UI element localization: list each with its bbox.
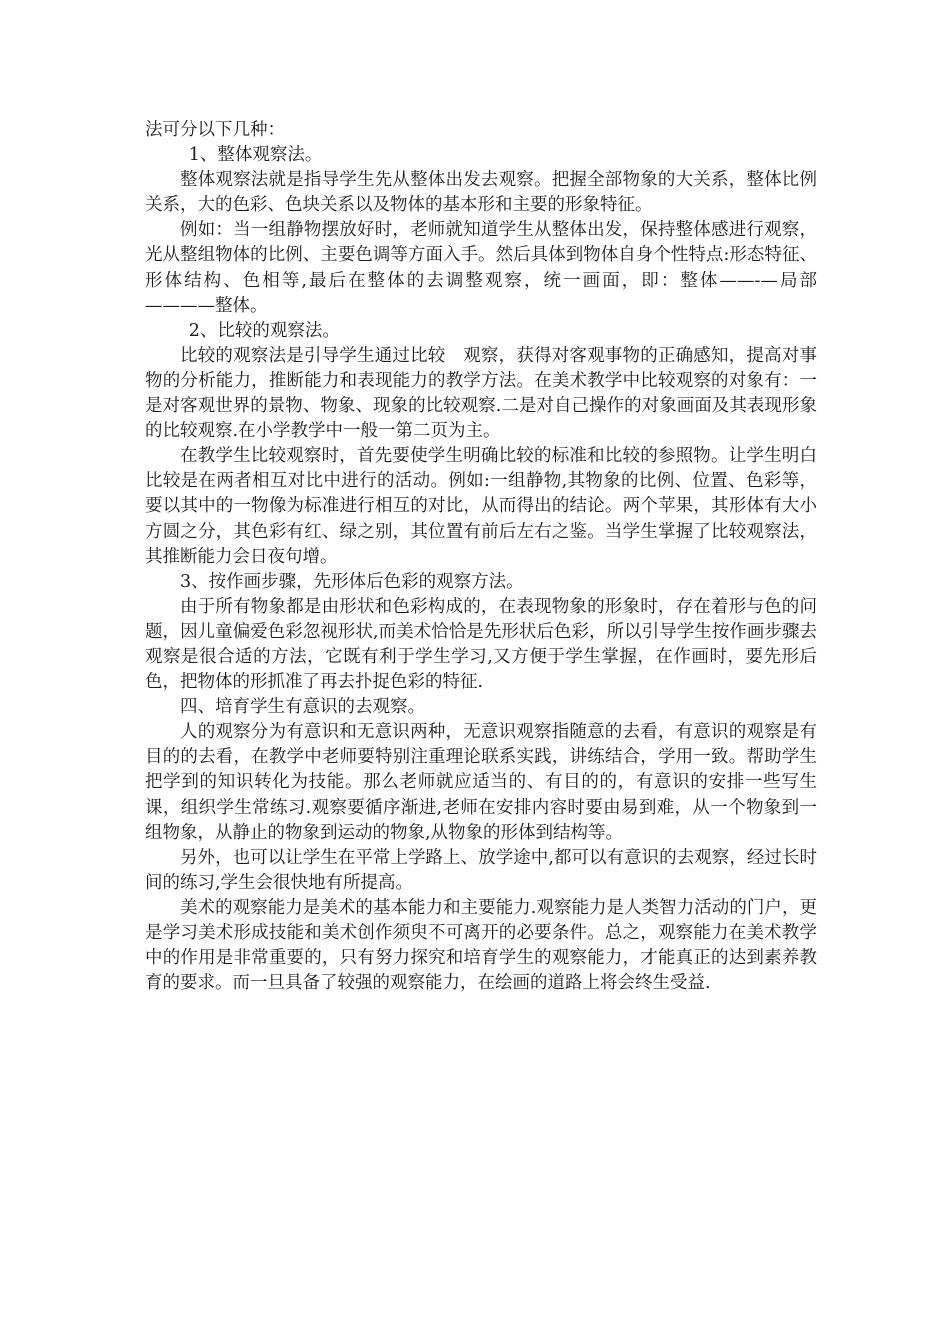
paragraph-comparison-definition: 比较的观察法是引导学生通过比较 观察，获得对客观事物的正确感知，提高对事物的分析能力，推断能力和表现能力的教学方法。在美术教学中比较观察的对象有：一是对客观世界的景物、物象、现象的比较观察.二是对自己操作的对象画面及其表现形象的比较观察.在小学教学中一般一第二页为主。 [145, 345, 817, 442]
paragraph-conscious-observation: 人的观察分为有意识和无意识两种，无意识观察指随意的去看，有意识的观察是有目的的去看，在教学中老师要特别注重理论联系实践，讲练结合，学用一致。帮助学生把学到的知识转化为技能。那么老师就应适当的、有目的的，有意识的安排一些写生课，组织学生常练习.观察要循序渐进,老师在安排内容时要由易到难，从一个物象到一组物象，从静止的物象到运动的物象,从物象的形体到结构等。 [145, 722, 817, 843]
paragraph-conclusion: 美术的观察能力是美术的基本能力和主要能力.观察能力是人类智力活动的门户，更是学习美术形成技能和美术创作须臾不可离开的必要条件。总之，观察能力在美术教学中的作用是非常重要的，只有努力探究和培育学生的观察能力，才能真正的达到素养教育的要求。而一旦具备了较强的观察能力，在绘画的道路上将会终生受益. [145, 897, 817, 994]
section-heading-comparison-observation: 2、比较的观察法。 [188, 320, 340, 341]
paragraph-comparison-teaching: 在教学生比较观察时，首先要使学生明确比较的标准和比较的参照物。让学生明白比较是在两者相互对比中进行的活动。例如:一组静物,其物象的比例、位置、色彩等，要以其中的一物像为标准进行相互的对比，从而得出的结论。两个苹果，其形体有大小方圆之分，其色彩有红、绿之别，其位置有前后左右之鉴。当学生掌握了比较观察法，其推断能力会日夜句增。 [145, 446, 817, 567]
paragraph-drawing-steps: 由于所有物象都是由形状和色彩构成的，在表现物象的形象时，存在着形与色的问题，因儿童偏爱色彩忽视形状,而美术恰恰是先形状后色彩，所以引导学生按作画步骤去观察是很合适的方法，它既有利于学生学习,又方便于学生掌握，在作画时，要先形后色，把物体的形抓准了再去扑捉色彩的特征. [145, 596, 817, 693]
paragraph-daily-practice: 另外，也可以让学生在平常上学路上、放学途中,都可以有意识的去观察，经过长时间的练习,学生会很快地有所提高。 [145, 847, 817, 893]
document-body [145, 118, 817, 996]
paragraph-whole-observation-definition: 整体观察法就是指导学生先从整体出发去观察。把握全部物象的大关系，整体比例关系，大的色彩、色块关系以及物体的基本形和主要的形象特征。 [145, 170, 817, 216]
section-heading-whole-observation: 1、整体观察法。 [188, 145, 323, 166]
section-heading-conscious-observation: 四、培育学生有意识的去观察。 [180, 697, 425, 718]
section-heading-drawing-steps: 3、按作画步骤，先形体后色彩的观察方法。 [180, 571, 524, 592]
paragraph-intro-line: 法可分以下几种： [145, 120, 285, 140]
paragraph-whole-observation-example: 例如：当一组静物摆放好时，老师就知道学生从整体出发，保持整体感进行观察，光从整组物体的比例、主要色调等方面入手。然后具体到物体自身个性特点:形态特征、形体结构、色相等,最后在整体的去调整观察，统一画面，即：整体——-—局部————整体。 [145, 220, 817, 316]
